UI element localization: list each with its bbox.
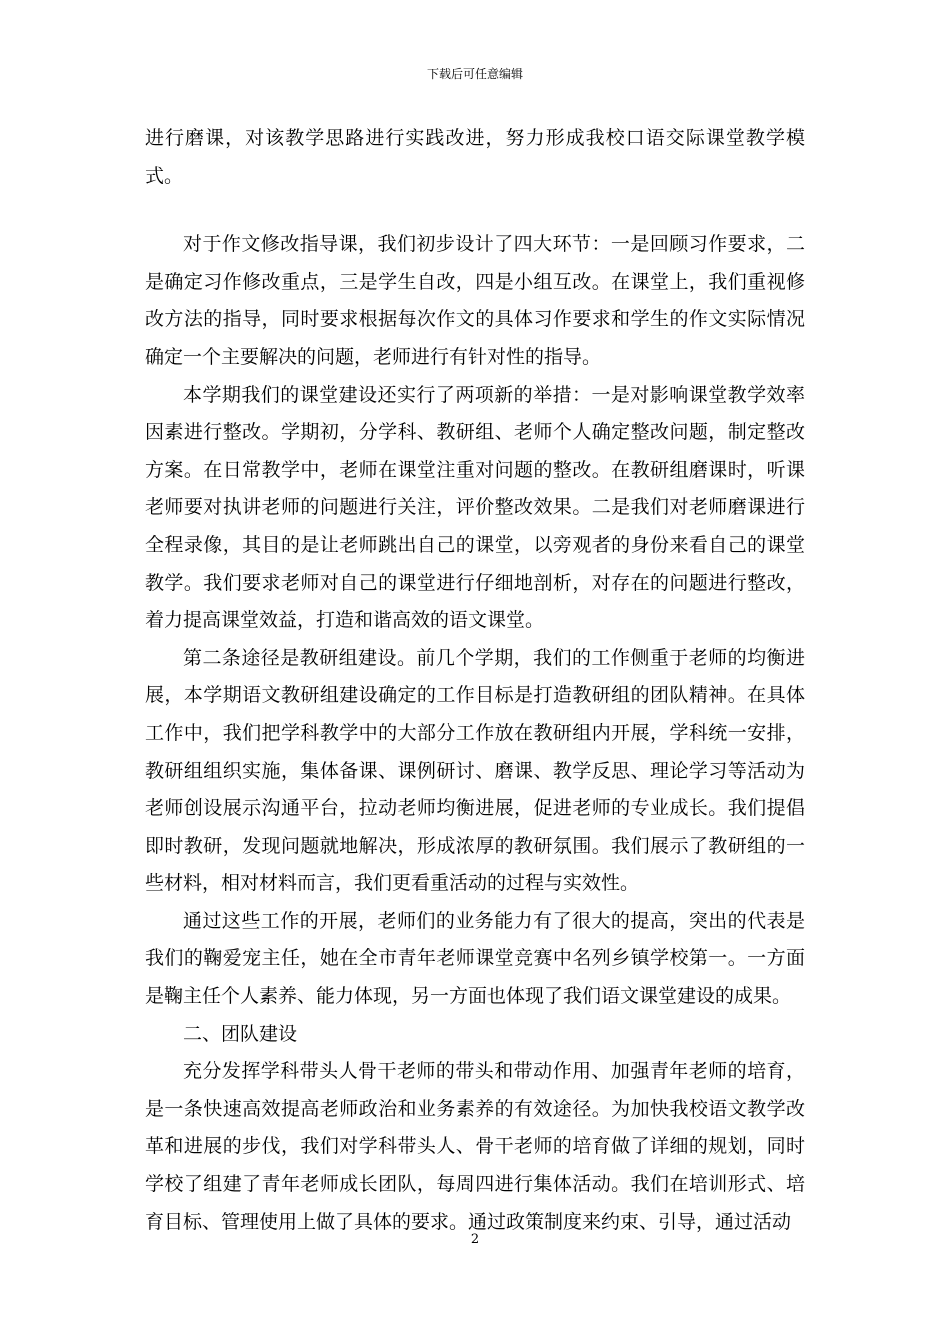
- paragraph-new-measures: 本学期我们的课堂建设还实行了两项新的举措：一是对影响课堂教学效率因素进行整改。学期初，分学科、教研组、老师个人确定整改问题，制定整改方案。在日常教学中，老师在课堂注重对问题的整改。在教研组磨课时，听课老师要对执讲老师的问题进行关注，评价整改效果。二是我们对老师磨课进行全程录像，其目的是让老师跳出自己的课堂，以旁观者的身份来看自己的课堂教学。我们要求老师对自己的课堂进行仔细地剖析，对存在的问题进行整改，着力提高课堂效益，打造和谐高效的语文课堂。: [145, 383, 805, 632]
- section-heading-team-building: 二、团队建设: [183, 1022, 298, 1045]
- paragraph-achievements: 通过这些工作的开展，老师们的业务能力有了很大的提高，突出的代表是我们的鞠爱宠主任，她在全市青年老师课堂竞赛中名列乡镇学校第一。一方面是鞠主任个人素养、能力体现，另一方面也体现了我们语文课堂建设的成果。: [145, 909, 805, 1008]
- page-number: 2: [470, 1232, 480, 1247]
- paragraph-teaching-group: 第二条途径是教研组建设。前几个学期，我们的工作侧重于老师的均衡进展，本学期语文教研组建设确定的工作目标是打造教研组的团队精神。在具体工作中，我们把学科教学中的大部分工作放在教研组内开展，学科统一安排，教研组组织实施，集体备课、课例研讨、磨课、教学反思、理论学习等活动为老师创设展示沟通平台，拉动老师均衡进展，促进老师的专业成长。我们提倡即时教研，发现问题就地解决，形成浓厚的教研氛围。我们展示了教研组的一些材料，相对材料而言，我们更看重活动的过程与实效性。: [145, 646, 805, 895]
- paragraph-team-building: 充分发挥学科带头人骨干老师的带头和带动作用、加强青年老师的培育，是一条快速高效提高老师政治和业务素养的有效途径。为加快我校语文教学改革和进展的步伐，我们对学科带头人、骨干老师的培育做了详细的规划，同时学校了组建了青年老师成长团队，每周四进行集体活动。我们在培训形式、培育目标、管理使用上做了具体的要求。通过政策制度来约束、引导，通过活动: [145, 1060, 805, 1233]
- document-body: [145, 120, 805, 1241]
- paragraph-continuation: 进行磨课，对该教学思路进行实践改进，努力形成我校口语交际课堂教学模式。: [145, 127, 805, 187]
- page-header: 下载后可任意编辑: [426, 67, 523, 81]
- paragraph-composition-guidance: 对于作文修改指导课，我们初步设计了四大环节：一是回顾习作要求，二是确定习作修改重点，三是学生自改，四是小组互改。在课堂上，我们重视修改方法的指导，同时要求根据每次作文的具体习作要求和学生的作文实际情况确定一个主要解决的问题，老师进行有针对性的指导。: [145, 233, 805, 368]
